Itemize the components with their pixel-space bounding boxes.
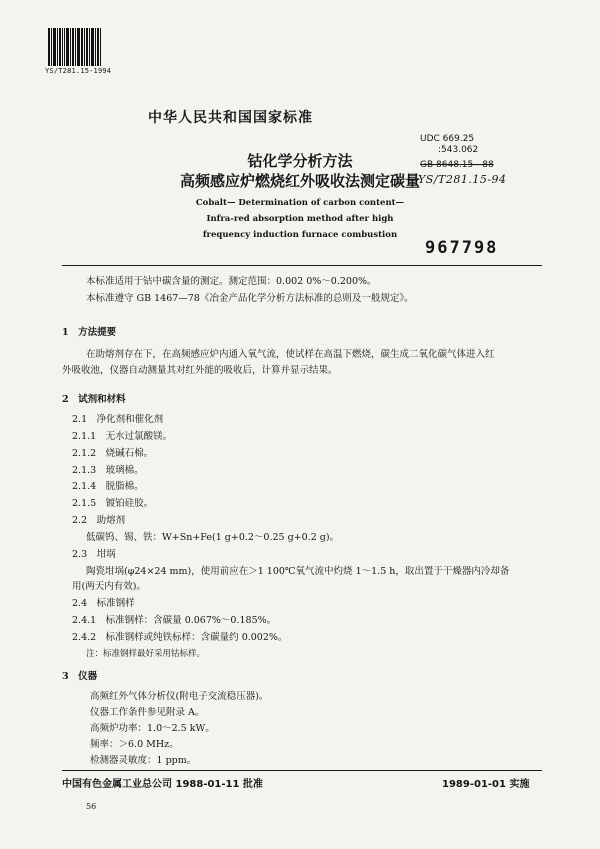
- section2-1-5: 2.1.5 镀铂硅胶。: [72, 498, 154, 509]
- title-line2: 高频感应炉燃烧红外吸收法测定碳量: [179, 172, 420, 190]
- code-number: 967798: [425, 238, 499, 258]
- handwritten-code: YS/T281.15-94: [418, 173, 507, 186]
- english-title-line2: Infra-red absorption method after high: [206, 214, 394, 224]
- section2-1-2: 2.1.2 烧碱石棉。: [72, 448, 154, 459]
- top-rule: [62, 265, 542, 266]
- section2-1-3: 2.1.3 玻璃棉。: [72, 465, 144, 476]
- page-number: 56: [86, 802, 97, 811]
- section3-line1: 高频红外气体分析仪(附电子交流稳压器)。: [90, 691, 269, 702]
- section3-line2: 仪器工作条件参见附录 A。: [90, 707, 205, 718]
- gb-old-number: GB 8648.15—88: [420, 160, 494, 170]
- barcode-label: YS/T281.15-1994: [45, 67, 112, 75]
- intro-p2: 本标准遵守 GB 1467—78《冶金产品化学分析方法标准的总则及一般规定》。: [86, 293, 414, 304]
- section2-2-body: 低碳钨、锡、铁：W+Sn+Fe(1 g+0.2～0.25 g+0.2 g)。: [86, 532, 340, 543]
- section3-line3: 高频炉功率：1.0～2.5 kW。: [90, 723, 215, 734]
- standard-header: 中华人民共和国国家标准: [148, 110, 313, 126]
- english-title-line1: Cobalt— Determination of carbon content—: [195, 198, 405, 208]
- section2-4-1: 2.4.1 标准钢样：含碳量 0.067%～0.185%。: [72, 615, 277, 626]
- section2-heading: 2 试剂和材料: [62, 394, 126, 405]
- section1-heading: 1 方法提要: [62, 327, 117, 338]
- udc-line1: UDC 669.25: [420, 134, 475, 144]
- section1-body-line2: 外吸收池，仪器自动测量其对红外能的吸收后，计算并显示结果。: [62, 365, 338, 376]
- section3-line5: 检测器灵敏度：1 ppm。: [90, 755, 197, 766]
- barcode: [48, 28, 104, 66]
- section3-line4: 频率：＞6.0 MHz。: [90, 739, 179, 750]
- section2-1-1: 2.1.1 无水过氯酸镁。: [72, 431, 173, 442]
- section2-4: 2.4 标准钢样: [72, 598, 135, 609]
- section2-4-2: 2.4.2 标准钢样或纯铁标样：含碳量约 0.002%。: [72, 632, 288, 643]
- english-title-line3: frequency induction furnace combustion: [202, 230, 398, 240]
- section2-3-line1: 陶瓷坩埚(φ24×24 mm)，使用前应在＞1 100℃氧气流中灼烧 1～1.5 h，取出置于干燥器内冷却备: [86, 566, 510, 577]
- title-line1: 钴化学分析方法: [247, 152, 353, 170]
- effective-date: 1989-01-01 实施: [442, 779, 530, 790]
- section2-1: 2.1 净化剂和催化剂: [72, 414, 164, 425]
- bottom-rule: [62, 770, 542, 771]
- section2-1-4: 2.1.4 脱脂棉。: [72, 481, 144, 492]
- intro-p1: 本标准适用于钴中碳含量的测定。测定范围：0.002 0%～0.200%。: [86, 276, 377, 287]
- section3-heading: 3 仪器: [62, 671, 98, 682]
- section2-note: 注：标准钢样最好采用钴标样。: [86, 649, 206, 659]
- section2-3-line2: 用(两天内有效)。: [72, 581, 146, 592]
- section2-3: 2.3 坩埚: [72, 549, 116, 560]
- section2-2: 2.2 助熔剂: [72, 515, 126, 526]
- section1-body-line1: 在助熔剂存在下，在高频感应炉内通入氧气流，使试样在高温下燃烧，碳生成二氧化碳气体进入红: [86, 349, 495, 360]
- udc-line2: :543.062: [438, 145, 479, 155]
- approval-line: 中国有色金属工业总公司 1988-01-11 批准: [62, 779, 263, 790]
